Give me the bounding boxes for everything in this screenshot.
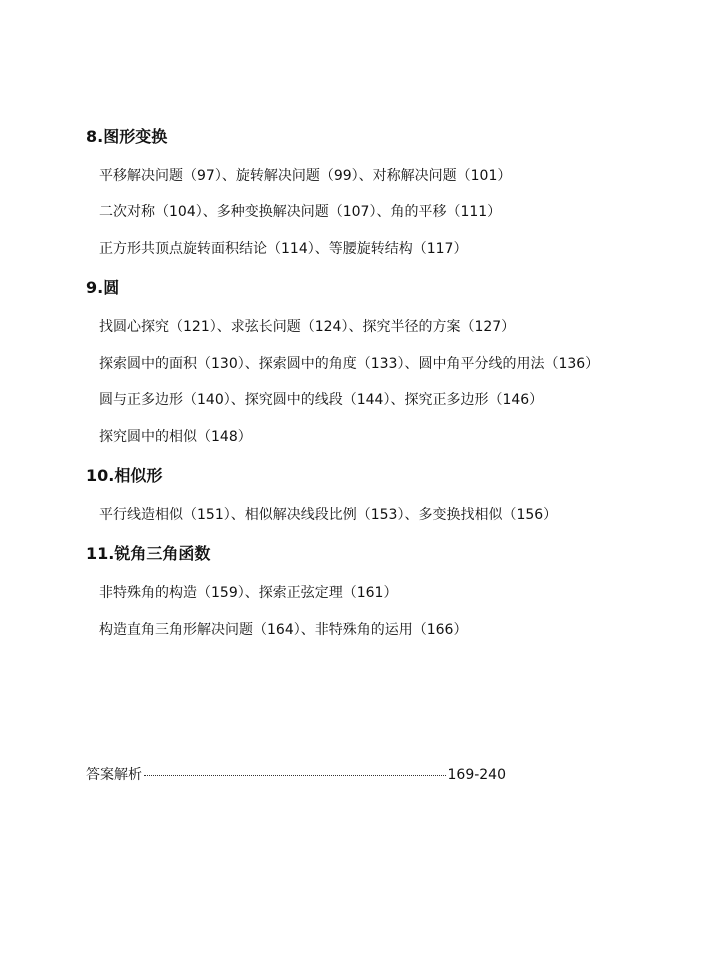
- toc-entry: 构造直角三角形解决问题（164）、非特殊角的运用（166）: [99, 622, 468, 638]
- toc-entry: 平行线造相似（151）、相似解决线段比例（153）、多变换找相似（156）: [99, 507, 558, 523]
- toc-entry: 探索圆中的面积（130）、探索圆中的角度（133）、圆中角平分线的用法（136）: [99, 356, 600, 372]
- toc-entry: 平移解决问题（97）、旋转解决问题（99）、对称解决问题（101）: [99, 168, 512, 184]
- toc-entry: 二次对称（104）、多种变换解决问题（107）、角的平移（111）: [99, 204, 502, 220]
- answer-key-pages: 169-240: [447, 767, 506, 783]
- toc-entry: 非特殊角的构造（159）、探索正弦定理（161）: [99, 585, 398, 601]
- answer-key-line: [86, 766, 506, 784]
- toc-entry: 找圆心探究（121）、求弦长问题（124）、探究半径的方案（127）: [99, 319, 516, 335]
- toc-entry: 圆与正多边形（140）、探究圆中的线段（144）、探究正多边形（146）: [99, 392, 544, 408]
- section-title-9: 9.圆: [86, 278, 120, 297]
- dot-leader: [144, 775, 446, 776]
- section-title-11: 11.锐角三角函数: [86, 544, 211, 563]
- answer-key-label: 答案解析: [86, 767, 142, 783]
- toc-entry: 正方形共顶点旋转面积结论（114）、等腰旋转结构（117）: [99, 241, 468, 257]
- section-title-10: 10.相似形: [86, 466, 163, 485]
- toc-entry: 探究圆中的相似（148）: [99, 429, 252, 445]
- section-title-8: 8.图形变换: [86, 127, 168, 146]
